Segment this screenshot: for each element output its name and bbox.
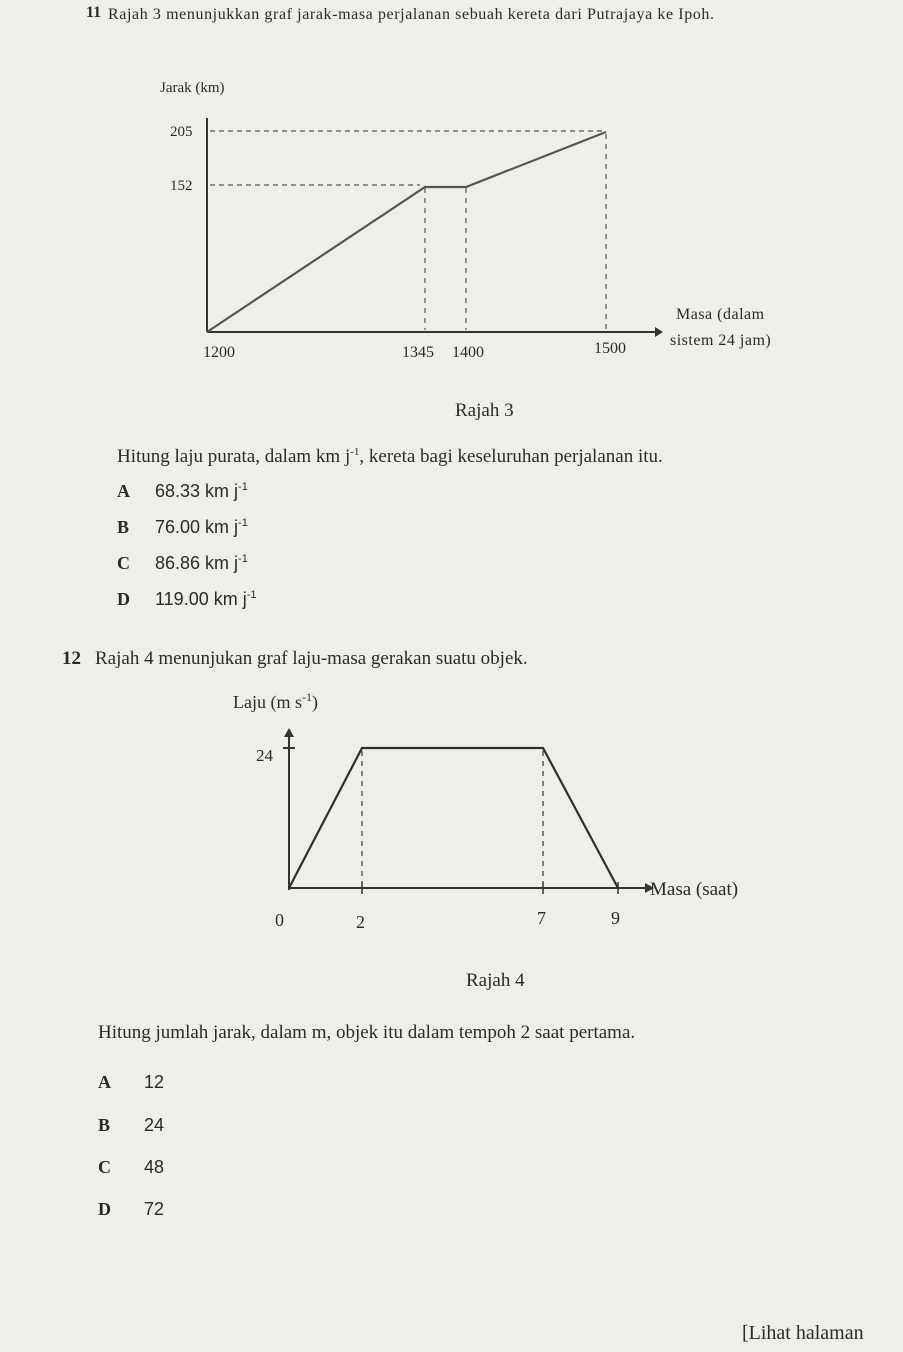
y-axis-arrow: [284, 728, 294, 737]
x-axis-label-line1: Masa (dalam: [676, 306, 765, 323]
x-tick-label-0: 0: [275, 910, 284, 930]
x-tick-label-1345: 1345: [402, 344, 434, 361]
option-b[interactable]: B 24: [98, 1115, 165, 1135]
option-c[interactable]: C 86.86 km $j^{-1}$: [117, 553, 248, 573]
question-11-number: 11: [86, 4, 102, 21]
question-12-intro: 12 Rajah 4 menunjukan graf laju-masa gerakan suatu objek.: [62, 648, 528, 669]
x-axis-arrow: [655, 327, 663, 337]
x-axis-label-line2: sistem 24 jam): [670, 332, 772, 349]
distance-time-graph: [0, 0, 903, 400]
speed-time-graph: [0, 680, 903, 940]
figure-caption-rajah-4: Rajah 4: [466, 970, 525, 991]
option-b[interactable]: B 76.00 km $j^{-1}$: [117, 517, 248, 537]
question-11-stem: Hitung laju purata, dalam km $j^{-1}$, kereta bagi keseluruhan perjalanan itu.: [117, 446, 663, 467]
y-tick-label-205: 205: [170, 124, 193, 140]
figure-caption-rajah-3: Rajah 3: [455, 400, 514, 421]
y-tick-label-24: 24: [256, 746, 273, 765]
x-axis-label: Masa (saat): [650, 879, 739, 900]
x-tick-label-1400: 1400: [452, 344, 484, 361]
journey-line: [207, 132, 606, 332]
motion-line: [289, 748, 618, 888]
question-12-stem: Hitung jumlah jarak, dalam m, objek itu dalam tempoh 2 saat pertama.: [98, 1022, 636, 1043]
y-tick-label-152: 152: [170, 178, 193, 194]
y-axis-label: Jarak (km): [160, 80, 225, 96]
question-11-intro: Rajah 3 menunjukkan graf jarak-masa perjalanan sebuah kereta dari Putrajaya ke Ipoh.: [108, 6, 715, 23]
option-d[interactable]: D 72: [98, 1199, 165, 1219]
footer-next-page: [Lihat halaman: [742, 1322, 864, 1344]
x-tick-label-1200: 1200: [203, 344, 235, 361]
option-a[interactable]: A 68.33 km $j^{-1}$: [117, 481, 248, 501]
option-a[interactable]: A 12: [98, 1072, 165, 1092]
option-c[interactable]: C 48: [98, 1157, 165, 1177]
y-axis-label: Laju (m $s^{-1}$): [233, 690, 318, 712]
x-tick-label-2: 2: [356, 912, 365, 932]
option-d[interactable]: D 119.00 km $j^{-1}$: [117, 589, 257, 609]
x-tick-label-7: 7: [537, 908, 546, 928]
x-tick-label-1500: 1500: [594, 340, 626, 357]
x-tick-label-9: 9: [611, 908, 620, 928]
